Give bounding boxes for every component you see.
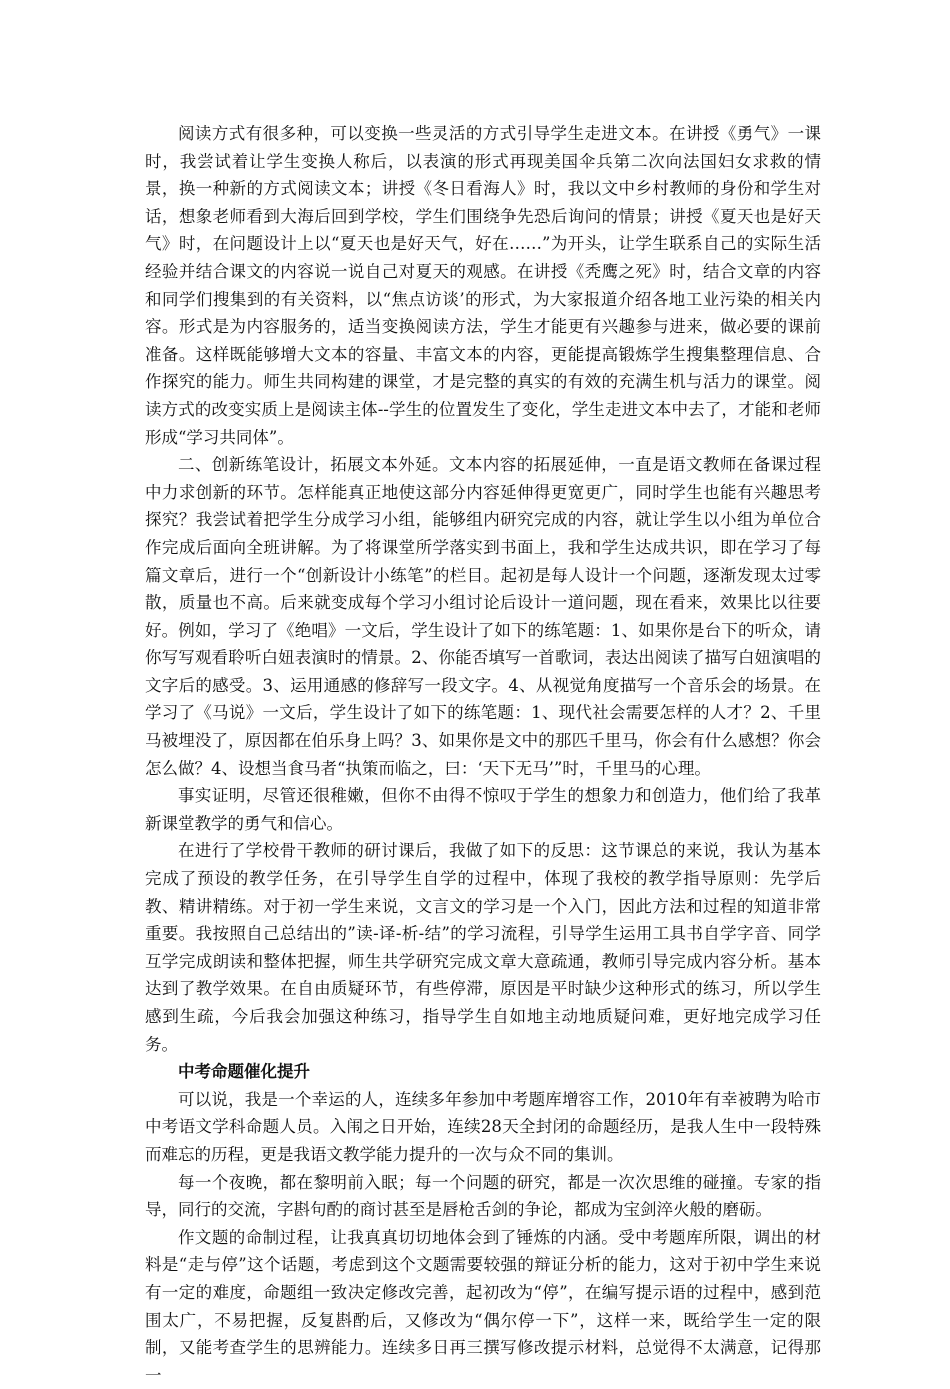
document-body [145,120,821,1389]
paragraph-essay-topic: 作文题的命制过程，让我真真切切地体会到了锤炼的内涵。受中考题库所限，调出的材料是“走与停”这个话题，考虑到这个文题需要较强的辩证分析的能力，这对于初中学生来说有一定的难度，命题组一致决定修改完善，起初改为“停”，在编写提示语的过程中，感到范围太广，不易把握，反复斟酌后，又修改为“偶尔停一下”，这样一来，既给学生一定的限制，又能考查学生的思辨能力。连续多日再三撰写修改提示材料，总觉得不太满意，记得那一 [145,1227,821,1385]
paragraph-reading-methods: 阅读方式有很多种，可以变换一些灵活的方式引导学生走进文本。在讲授《勇气》一课时，我尝试着让学生变换人称后，以表演的形式再现美国伞兵第二次向法国妇女求救的情景，换一种新的方式阅读文本；讲授《冬日看海人》时，我以文中乡村教师的身份和学生对话，想象老师看到大海后回到学校，学生们围绕争先恐后询问的情景；讲授《夏天也是好天气》时，在问题设计上以“夏天也是好天气，好在……”为开头，让学生联系自己的实际生活经验并结合课文的内容说一说自己对夏天的观感。在讲授《秃鹰之死》时，结合文章的内容和同学们搜集到的有关资料，以“焦点访谈’的形式，为大家报道介绍各地工业污染的相关内容。形式是为内容服务的，适当变换阅读方法，学生才能更有兴趣参与进来，做必要的课前准备。这样既能够增大文本的容量、丰富文本的内容，更能提高锻炼学生搜集整理信息、合作探究的能力。师生共同构建的课堂，才是完整的真实的有效的充满生机与活力的课堂。阅读方式的改变实质上是阅读主体--学生的位置发生了变化，学生走进文本中去了，才能和老师形成“学习共同体”。 [145,124,821,447]
section-heading: 中考命题催化提升 [178,1062,310,1082]
paragraph-reflection: 在进行了学校骨干教师的研讨课后，我做了如下的反思：这节课总的来说，我认为基本完成了预设的教学任务，在引导学生自学的过程中，体现了我校的教学指导原则：先学后教、精讲精练。对于初一学生来说，文言文的学习是一个入门，因此方法和过程的知道非常重要。我按照自己总结出的”读-译-析-结”的学习流程，引导学生运用工具书自学字音、同学互学完成朗读和整体把握，师生共学研究完成文章大意疏通，教师引导完成内容分析。基本达到了教学效果。在自由质疑环节，有些停滞，原因是平时缺少这种形式的练习，所以学生感到生疏，今后我会加强这种练习，指导学生自如地主动地质疑问难，更好地完成学习任务。 [145,841,821,1054]
paragraph-evidence: 事实证明，尽管还很稚嫩，但你不由得不惊叹于学生的想象力和创造力，他们给了我革新课堂教学的勇气和信心。 [145,786,821,833]
paragraph-exam-committee: 可以说，我是一个幸运的人，连续多年参加中考题库增容工作，2010年有幸被聘为哈市中考语文学科命题人员。入闱之日开始，连续28天全封闭的命题经历，是我人生中一段特殊而难忘的历程，更是我语文教学能力提升的一次与众不同的集训。 [145,1089,821,1164]
paragraph-writing-design: 二、创新练笔设计，拓展文本外延。文本内容的拓展延伸，一直是语文教师在备课过程中力求创新的环节。怎样能真正地使这部分内容延伸得更宽更广，同时学生也能有兴趣思考探究？我尝试着把学生分成学习小组，能够组内研究完成的内容，就让学生以小组为单位合作完成后面向全班讲解。为了将课堂所学落实到书面上，我和学生达成共识，即在学习了每篇文章后，进行一个“创新设计小练笔”的栏目。起初是每人设计一个问题，逐渐发现太过零散，质量也不高。后来就变成每个学习小组讨论后设计一道问题，现在看来，效果比以往要好。例如，学习了《绝唱》一文后，学生设计了如下的练笔题：1、如果你是台下的听众，请你写写观看聆听白妞表演时的情景。2、你能否填写一首歌词，表达出阅读了描写白妞演唱的文字后的感受。3、运用通感的修辞写一段文字。4、从视觉角度描写一个音乐会的场景。在学习了《马说》一文后，学生设计了如下的练笔题：1、现代社会需要怎样的人才？2、千里马被埋没了，原因都在伯乐身上吗？3、如果你是文中的那匹千里马，你会有什么感想？你会怎么做？4、设想当食马者“执策而临之，曰：‘天下无马’”时，千里马的心理。 [145,455,821,778]
paragraph-nights: 每一个夜晚，都在黎明前入眠；每一个问题的研究，都是一次次思维的碰撞。专家的指导，同行的交流，字斟句酌的商讨甚至是唇枪舌剑的争论，都成为宝剑淬火般的磨砺。 [145,1172,821,1220]
